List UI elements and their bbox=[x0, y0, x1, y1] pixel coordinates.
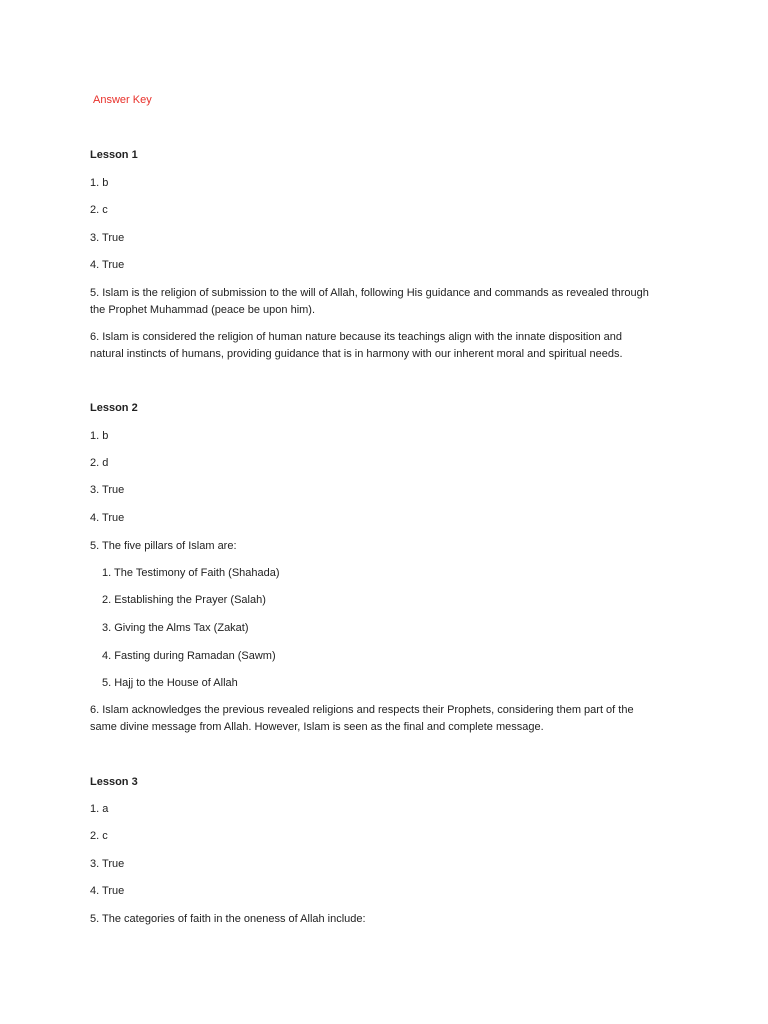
lesson-3-answer-2: 2. c bbox=[90, 830, 108, 842]
lesson-3-heading: Lesson 3 bbox=[90, 776, 138, 788]
pillar-list-item: 2. Establishing the Prayer (Salah) bbox=[102, 594, 266, 606]
lesson-1-answer-5-line-1: 5. Islam is the religion of submission to the will of Allah, following His guidance and commands as revealed through bbox=[90, 287, 649, 299]
lesson-2-answer-3: 3. True bbox=[90, 484, 125, 496]
lesson-3-answer-1: 1. a bbox=[90, 803, 109, 815]
lesson-3-answer-3: 3. True bbox=[90, 858, 125, 870]
lesson-1-answer-2: 2. c bbox=[90, 204, 108, 216]
lesson-2-heading: Lesson 2 bbox=[90, 402, 138, 414]
lesson-3-answer-4: 4. True bbox=[90, 885, 125, 897]
lesson-1-answer-6-line-2: natural instincts of humans, providing guidance that is in harmony with our inherent moral and spiritual needs. bbox=[90, 348, 623, 360]
lesson-1-answer-1: 1. b bbox=[90, 177, 109, 189]
pillar-list-item: 1. The Testimony of Faith (Shahada) bbox=[102, 567, 280, 579]
lesson-1-answer-5-line-2: the Prophet Muhammad (peace be upon him). bbox=[90, 304, 316, 316]
document-title: Answer Key bbox=[93, 94, 152, 106]
lesson-1-answer-6-line-1: 6. Islam is considered the religion of human nature because its teachings align with the innate disposition and bbox=[90, 331, 622, 343]
lesson-3-answer-5-intro: 5. The categories of faith in the oneness of Allah include: bbox=[90, 913, 366, 925]
pillar-list-item: 4. Fasting during Ramadan (Sawm) bbox=[102, 650, 276, 662]
lesson-2-answer-2: 2. d bbox=[90, 457, 109, 469]
lesson-2-answer-5-intro: 5. The five pillars of Islam are: bbox=[90, 540, 237, 552]
lesson-1-answer-3: 3. True bbox=[90, 232, 125, 244]
lesson-2-answer-6-line-1: 6. Islam acknowledges the previous revealed religions and respects their Prophets, considering them part of the bbox=[90, 704, 634, 716]
lesson-1-heading: Lesson 1 bbox=[90, 149, 138, 161]
pillar-list-item: 3. Giving the Alms Tax (Zakat) bbox=[102, 622, 249, 634]
lesson-2-answer-1: 1. b bbox=[90, 430, 109, 442]
lesson-2-answer-4: 4. True bbox=[90, 512, 125, 524]
pillar-list-item: 5. Hajj to the House of Allah bbox=[102, 677, 238, 689]
lesson-2-answer-6-line-2: same divine message from Allah. However, Islam is seen as the final and complete message. bbox=[90, 721, 544, 733]
lesson-1-answer-4: 4. True bbox=[90, 259, 125, 271]
